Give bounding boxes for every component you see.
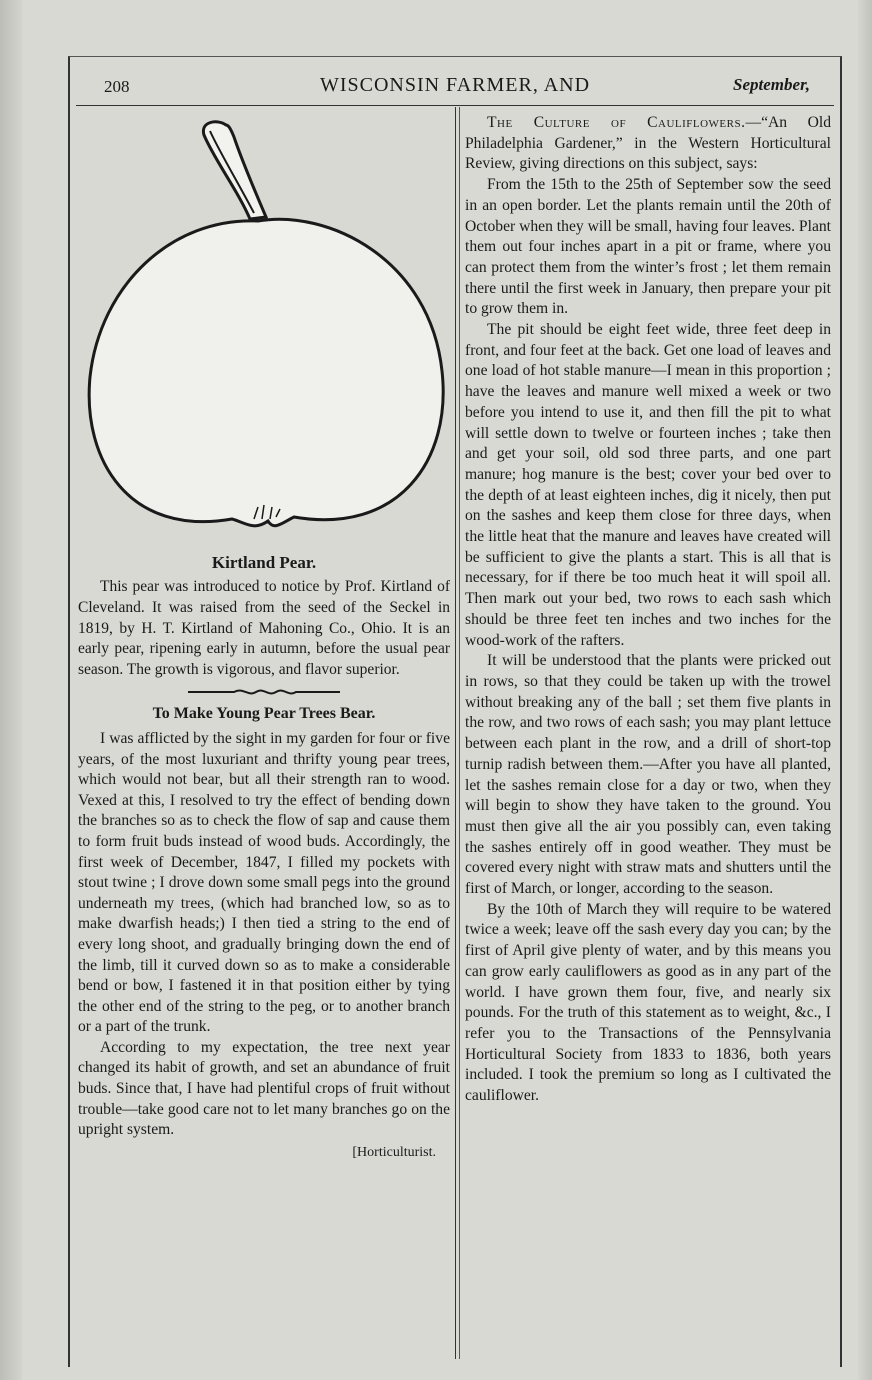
page-header xyxy=(70,69,840,99)
pear-illustration xyxy=(78,109,450,549)
article-title-inline: The Culture of Cauliflowers. xyxy=(487,114,746,131)
newspaper-page xyxy=(68,56,842,1367)
scan-margin-right xyxy=(858,0,872,1380)
section-flourish xyxy=(78,685,450,703)
column-divider-inner xyxy=(459,107,460,1359)
article-paragraph-1: I was afflicted by the sight in my garden for four or five years, of the most luxuriant and thrifty young pear trees, which would not bear, but all their strength ran to wood. Vexed at this, I resolved to try the effect of bending down the branches so as to check the flow of sap and cause them to form fruit buds instead of wood buds. Accordingly, the first week of December, 1847, I filled my pockets with stout twine ; I drove down some small pegs into the ground underneath my trees, (which had branched low, so as to make dwarfish heads;) I then tied a string to the end of every long shoot, and gradually bringing down the end of the limb, till it curved down so as to make a considerable bend or bow, I fastened it in that position either by tying the other end of the string to the peg, or to another branch or a part of the trunk. xyxy=(78,729,450,1036)
article-title: To Make Young Pear Trees Bear. xyxy=(152,704,376,722)
cauliflower-paragraph-1: From the 15th to the 25th of September sow the seed in an open border. Let the plants remain until the 20th of October when they will be small, having four leaves. Plant them out four inches apart in a pit or frame, where you can protect them from the winter’s frost ; let them remain there until the first week in January, then prepare your pit to grow them in. xyxy=(465,176,831,318)
source-credit: [Horticulturist. xyxy=(352,1144,436,1160)
header-rule xyxy=(76,105,834,106)
page-number: 208 xyxy=(104,77,130,96)
cauliflower-intro xyxy=(465,113,831,175)
left-column xyxy=(78,109,450,1161)
intro-text: —“An Old Philadelphia Gardener,” in the Western Horticultural Review, giving directions on this subject, says: xyxy=(465,114,831,173)
figure-caption: Kirtland Pear. xyxy=(211,553,317,572)
flourish-ornament xyxy=(184,685,344,699)
publication-title: WISCONSIN FARMER, AND xyxy=(319,74,591,96)
issue-month: September, xyxy=(733,75,810,94)
pear-description: This pear was introduced to notice by Prof. Kirtland of Cleveland. It was raised from the seed of the Seckel in 1819, by H. T. Kirtland of Mahoning Co., Ohio. It is an early pear, ripening early in autumn, before the usual pear season. The growth is vigorous, and flavor superior. xyxy=(78,578,450,679)
scan-margin-left xyxy=(0,0,22,1380)
column-divider xyxy=(455,107,456,1359)
article-paragraph-2: According to my expectation, the tree next year changed its habit of growth, and set an abundance of fruit buds. Since that, I have had plentiful crops of fruit without trouble—take good care not to let many branches go on the upright system. xyxy=(78,1038,450,1139)
right-column xyxy=(465,113,831,1107)
cauliflower-paragraph-3: It will be understood that the plants were pricked out in rows, so that they could be taken up with the trowel without breaking any of the ball ; set them five plants in the row, and two rows of each sash; you may plant lettuce between each plant in the row, and a drill of short-top turnip radish between them.—After you have all planted, let the sashes remain close for a day or two, when they will begin to show they have taken to the ground. You must then give all the air you possibly can, even taking the sashes entirely off in good weather. They must be covered every night with straw mats and shutters until the first of March, or longer, according to the season. xyxy=(465,652,831,898)
pear-outline-drawing xyxy=(78,109,450,549)
cauliflower-paragraph-2: The pit should be eight feet wide, three feet deep in front, and four feet at the back. Get one load of leaves and one load of hot stable manure—I mean in this proportion ; have the leaves and manure well mixed a week or two before you intend to use it, and then fill the pit to what will settle down to twelve or fourteen inches ; take then and get your soil, old sod three parts, and one part manure; hog manure is the best; cover your bed over to the depth of at least eighteen inches, dig it nicely, then put on the sashes and keep them close for three days, when the little heat that the manure and leaves have created will be sufficient to give the plants a start. This is all that is necessary, for if there be too much heat it will spoil all. Then mark out your bed, two rows to each sash which should be three feet ten inches and two inches for the wood-work of the rafters. xyxy=(465,321,831,649)
cauliflower-paragraph-4: By the 10th of March they will require to be watered twice a week; leave off the sash every day you can; by the first of April give plenty of water, and by this means you can grow early cauliflowers as good as in any part of the world. I have grown them four, five, and nearly six pounds. For the truth of this statement as to weight, &c., I refer you to the Transactions of the Pennsylvania Horticultural Society from 1833 to 1836, both years included. I took the premium so long as I cultivated the cauliflower. xyxy=(465,900,831,1105)
